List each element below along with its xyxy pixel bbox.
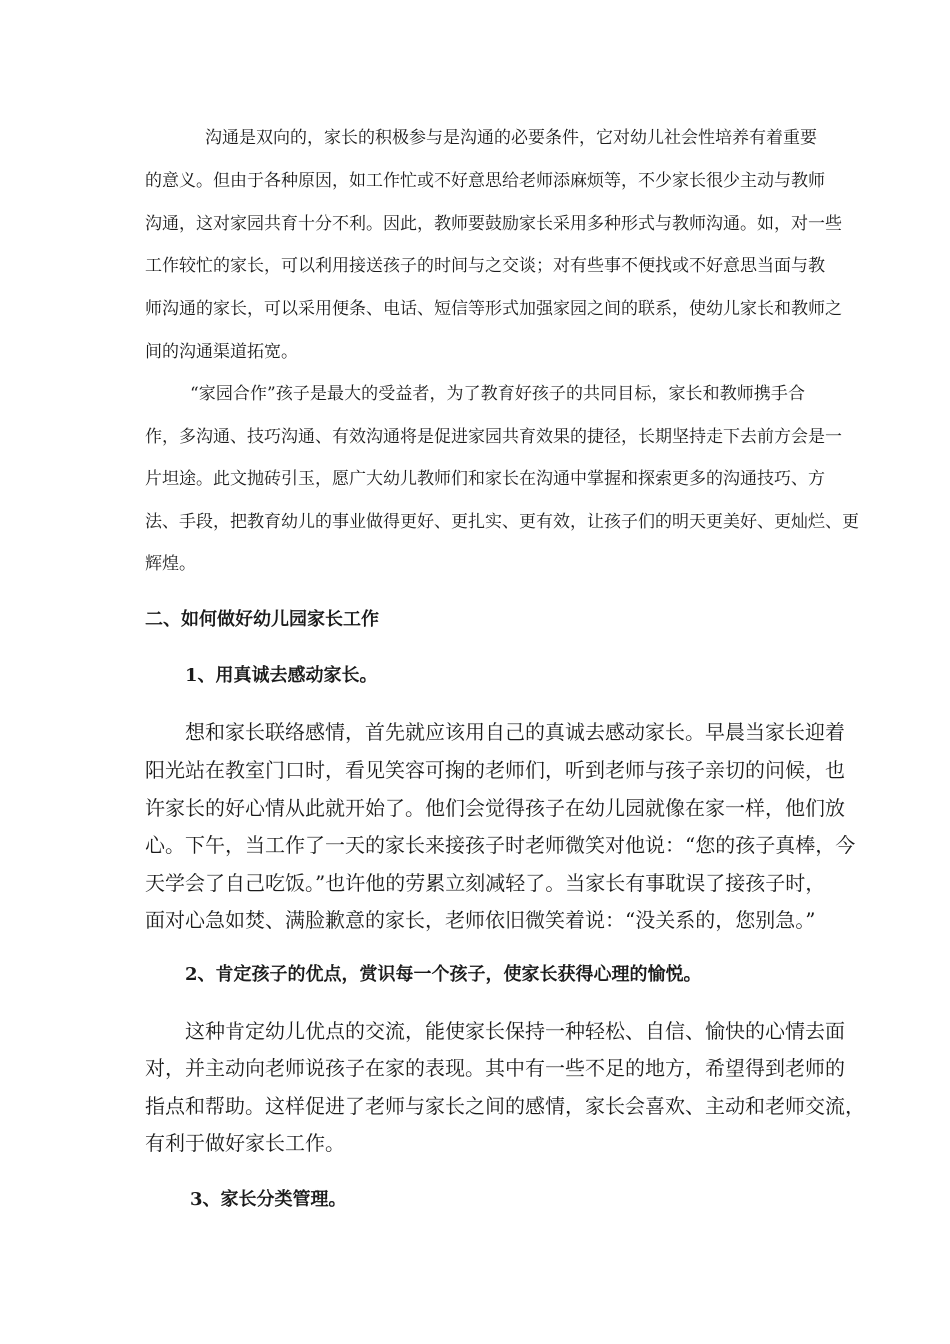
paragraph-line: 师沟通的家长，可以采用便条、电话、短信等形式加强家园之间的联系，使幼儿家长和教师之 — [145, 299, 842, 319]
paragraph-line: 沟通，这对家园共育十分不利。因此，教师要鼓励家长采用多种形式与教师沟通。如，对一些 — [145, 214, 842, 234]
body-line: 许家长的好心情从此就开始了。他们会觉得孩子在幼儿园就像在家一样，他们放 — [145, 796, 845, 820]
section-heading: 二、如何做好幼儿园家长工作 — [145, 609, 379, 630]
body-line: 有利于做好家长工作。 — [145, 1131, 345, 1155]
paragraph-line: 的意义。但由于各种原因，如工作忙或不好意思给老师添麻烦等，不少家长很少主动与教师 — [145, 171, 825, 191]
paragraph-line: 间的沟通渠道拓宽。 — [145, 342, 298, 362]
body-line: 指点和帮助。这样促进了老师与家长之间的感情，家长会喜欢、主动和老师交流， — [145, 1094, 865, 1118]
subsection-title: 1、用真诚去感动家长。 — [185, 665, 378, 686]
paragraph-line: 作，多沟通、技巧沟通、有效沟通将是促进家园共育效果的捷径，长期坚持走下去前方会是一 — [145, 427, 842, 447]
paragraph-line: 片坦途。此文抛砖引玉，愿广大幼儿教师们和家长在沟通中掌握和探索更多的沟通技巧、方 — [145, 469, 825, 489]
body-line: 想和家长联络感情，首先就应该用自己的真诚去感动家长。早晨当家长迎着 — [185, 720, 845, 744]
body-line: 面对心急如焚、满脸歉意的家长，老师依旧微笑着说：“没关系的，您别急。” — [145, 908, 816, 932]
body-line: 对，并主动向老师说孩子在家的表现。其中有一些不足的地方，希望得到老师的 — [145, 1056, 845, 1080]
paragraph-line: 法、手段，把教育幼儿的事业做得更好、更扎实、更有效，让孩子们的明天更美好、更灿烂、更 — [145, 512, 859, 532]
subsection-title: 3、家长分类管理。 — [190, 1189, 347, 1210]
body-line: 这种肯定幼儿优点的交流，能使家长保持一种轻松、自信、愉快的心情去面 — [185, 1019, 845, 1043]
body-line: 心。下午，当工作了一天的家长来接孩子时老师微笑对他说：“您的孩子真棒，今 — [145, 833, 856, 857]
body-line: 天学会了自己吃饭。”也许他的劳累立刻减轻了。当家长有事耽误了接孩子时， — [145, 871, 826, 895]
paragraph-line: 沟通是双向的，家长的积极参与是沟通的必要条件，它对幼儿社会性培养有着重要 — [205, 128, 817, 148]
paragraph-line: “家园合作”孩子是最大的受益者，为了教育好孩子的共同目标，家长和教师携手合 — [190, 384, 805, 404]
body-line: 阳光站在教室门口时，看见笑容可掬的老师们，听到老师与孩子亲切的问候，也 — [145, 758, 845, 782]
paragraph-line: 工作较忙的家长，可以利用接送孩子的时间与之交谈；对有些事不便找或不好意思当面与教 — [145, 256, 825, 276]
paragraph-line: 辉煌。 — [145, 554, 196, 574]
subsection-title: 2、肯定孩子的优点，赏识每一个孩子，使家长获得心理的愉悦。 — [185, 964, 702, 985]
